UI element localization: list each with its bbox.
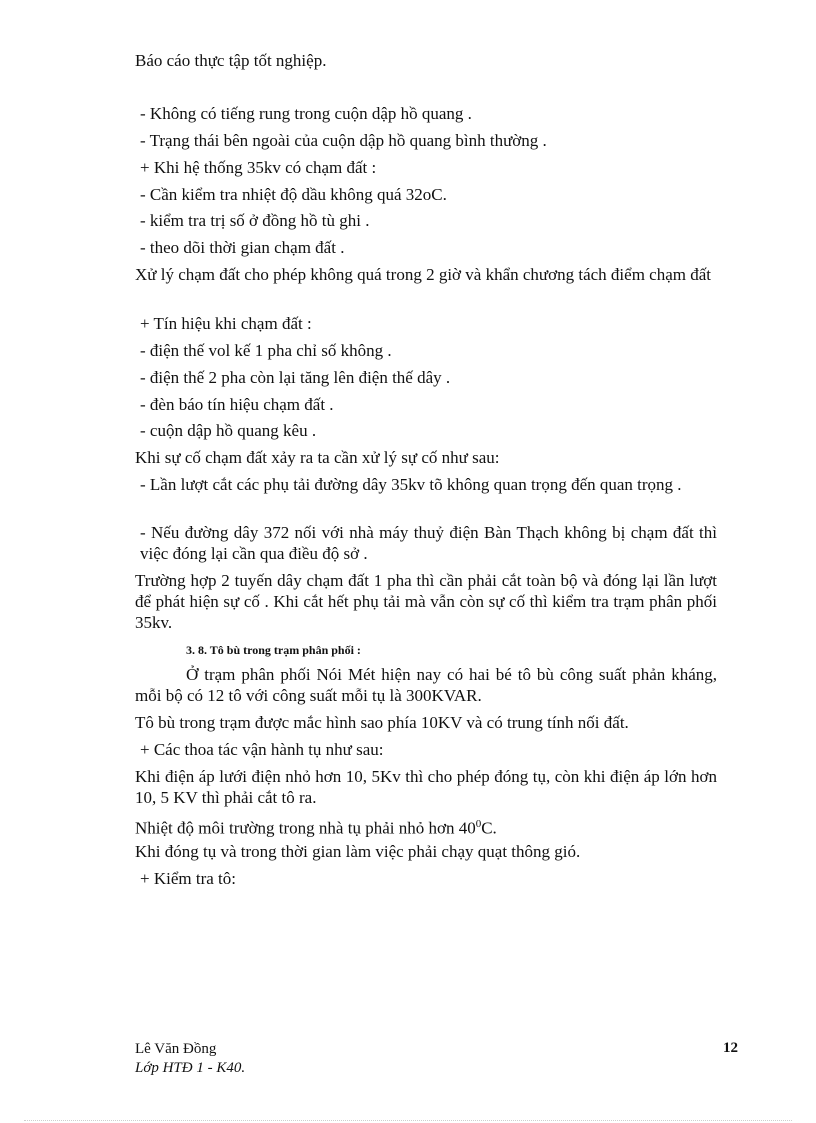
text-line: - điện thế vol kế 1 pha chỉ số không . [140,341,392,360]
text-fragment: Nhiệt độ môi trường trong nhà tụ phải nhỏ hơn 40 [135,818,476,838]
text-line: Tô bù trong trạm được mắc hình sao phía 10KV và có trung tính nối đất. [135,713,629,732]
text-line: - điện thế 2 pha còn lại tăng lên điện thế dây . [140,368,451,387]
text-line: - kiểm tra trị số ở đồng hồ tù ghi . [140,211,370,230]
text-line: - đèn báo tín hiệu chạm đất . [140,395,334,414]
paragraph: Xử lý chạm đất cho phép không quá trong 2 giờ và khẩn chương tách điểm chạm đất [135,265,712,284]
text-line: - cuộn dập hồ quang kêu . [140,421,317,440]
page-number: 12 [723,1040,738,1056]
paragraph: Trường hợp 2 tuyến dây chạm đất 1 pha thì cần phải cắt toàn bộ và đóng lại lần lượt để phát hiện sự cố . Khi cắt hết phụ tải mà vẫn còn sự cố thì kiểm tra trạm phân phối 35kv. [135,571,717,632]
paragraph: Khi điện áp lưới điện nhỏ hơn 10, 5Kv thì cho phép đóng tụ, còn khi điện áp lớn hơn 10, 5 KV thì phải cắt tô ra. [135,767,717,807]
text-line: - Trạng thái bên ngoài của cuộn dập hồ quang bình thường . [140,131,547,150]
text-line: - theo dõi thời gian chạm đất . [140,238,345,257]
document-header: Báo cáo thực tập tốt nghiệp. [135,51,327,70]
text-line: + Tín hiệu khi chạm đất : [140,314,312,333]
text-line: + Các thoa tác vận hành tụ như sau: [140,740,384,759]
text-line: + Kiểm tra tô: [140,869,236,888]
page-bottom-divider [24,1120,792,1121]
footer-author: Lê Văn Đồng [135,1041,217,1057]
paragraph: - Nếu đường dây 372 nối với nhà máy thuỷ điện Bàn Thạch không bị chạm đất thì việc đóng lại cần qua điều độ sở . [140,523,717,563]
section-heading: 3. 8. Tô bù trong trạm phân phối : [186,643,361,657]
text-line: + Khi hệ thống 35kv có chạm đất : [140,158,377,177]
paragraph: - Lần lượt cắt các phụ tải đường dây 35kv tõ không quan trọng đến quan trọng . [140,475,682,494]
superscript: 0 [475,818,482,830]
text-line: - Không có tiếng rung trong cuộn dập hồ quang . [140,104,472,123]
text-line: Khi sự cố chạm đất xảy ra ta cần xử lý sự cố như sau: [135,448,500,467]
paragraph: Ở trạm phân phối Nói Mét hiện nay có hai bé tô bù công suất phản kháng, mỗi bộ có 12 tô với công suất mỗi tụ là 300KVAR. [135,665,717,705]
text-line: - Cần kiểm tra nhiệt độ dầu không quá 32oC. [140,185,447,204]
footer-class: Lớp HTĐ 1 - K40. [135,1060,246,1076]
text-line: Khi đóng tụ và trong thời gian làm việc phải chạy quạt thông gió. [135,842,581,861]
text-line [135,814,497,839]
text-fragment: C. [481,818,497,838]
